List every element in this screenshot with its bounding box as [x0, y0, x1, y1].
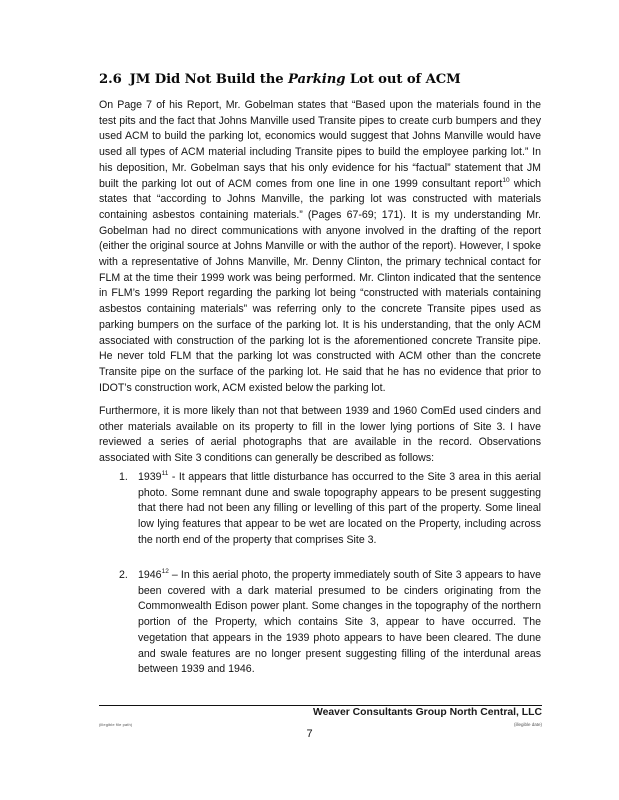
observation-list-item-1946 [99, 568, 541, 678]
section-number: 2.6 [99, 72, 122, 87]
footer-file-path: (illegible file path) [99, 722, 133, 727]
list-item [99, 470, 541, 549]
observation-list-item-1939 [99, 470, 541, 549]
footnote-ref-12[interactable]: 12 [161, 568, 169, 575]
section-title-part: Lot out of ACM [345, 72, 461, 87]
paragraph-comed-cinders [99, 404, 541, 467]
footer-date: (illegible date) [513, 722, 542, 727]
paragraph-text: On Page 7 of his Report, Mr. Gobelman states that “Based upon the materials found in the test pits and the fact that Johns Manville used Transite pipes to create curb bumpers and they used ACM to build the parking lot, economics would suggest that Johns Manville would have used all types of ACM material including Transite pipes to build the employee parking lot.” In his deposition, Mr. Gobelman says that his only evidence for his “factual” statement that JM built the parking lot out of ACM comes from one line in one 1999 consultant report [99, 99, 541, 190]
separator: – [168, 569, 181, 581]
footnote-ref-10[interactable]: 10 [502, 176, 510, 184]
footnote-ref-11[interactable]: 11 [161, 470, 169, 477]
observation-year: 1946 [138, 569, 162, 581]
observation-text: In this aerial photo, the property immediately south of Site 3 appears to have been covered with a dark material presumed to be cinders originating from the Commonwealth Edison power plant. Some changes in the topography of the northern portion of the Property, which contains Site 3, appear to have occurred. The vegetation that appears in the 1939 photo appears to have been cleared. The dune and swale features are no longer present suggesting filling of the interdunal areas between 1939 and 1946. [138, 569, 541, 676]
observation-year: 1939 [138, 471, 162, 483]
observation-text: It appears that little disturbance has occurred to the Site 3 area in this aerial photo. Some remnant dune and swale topography appears to be present suggesting that there had not been any filling or levelling of this part of the property. Some lineal low lying features that appear to be wet are located on the Property, including across the north end of the property that comprises Site 3. [138, 471, 541, 546]
paragraph-gobelman-report [99, 98, 541, 396]
list-item [99, 568, 541, 678]
section-title-emphasis: Parking [288, 72, 346, 87]
paragraph-text: Furthermore, it is more likely than not that between 1939 and 1960 ComEd used cinders and other materials available on its property to fill in the lower lying portions of Site 3. I have reviewed a series of aerial photographs that are available in the record. Observations associated with Site 3 conditions can generally be described as follows: [99, 405, 541, 465]
section-title-part: JM Did Not Build the [129, 72, 289, 87]
list-marker: 1. [119, 471, 128, 483]
list-marker: 2. [119, 569, 128, 581]
footer-company-name: Weaver Consultants Group North Central, LLC [313, 707, 542, 718]
paragraph-text: which states that “according to Johns Manville, the parking lot was constructed with materials containing asbestos containing materials.” (Pages 67-69; 171). It is my understanding Mr. Gobelman had no direct communications with anyone involved in the drafting of the report (either the original source at Johns Manville or with the author of the report). However, I spoke with a representative of Johns Manville, Mr. Denny Clinton, the primary technical contact for FLM at the time their 1999 work was being performed. Mr. Clinton indicated that the sentence in FLM’s 1999 Report regarding the parking lot being “constructed with materials containing asbestos containing materials” was referring only to the concrete Transite pipes used as parking bumpers on the surface of the parking lot. It is his understanding, that the only ACM associated with construction of the parking lot is the aforementioned concrete Transite pipe. He never told FLM that the parking lot was constructed with ACM other than the concrete Transite pipe on the surface of the parking lot. He said that he has no evidence that prior to IDOT’s construction work, ACM existed below the parking lot. [99, 177, 541, 394]
section-heading [99, 72, 539, 87]
separator: - [168, 471, 179, 483]
page-number: 7 [306, 728, 313, 740]
footer-divider [99, 705, 542, 706]
